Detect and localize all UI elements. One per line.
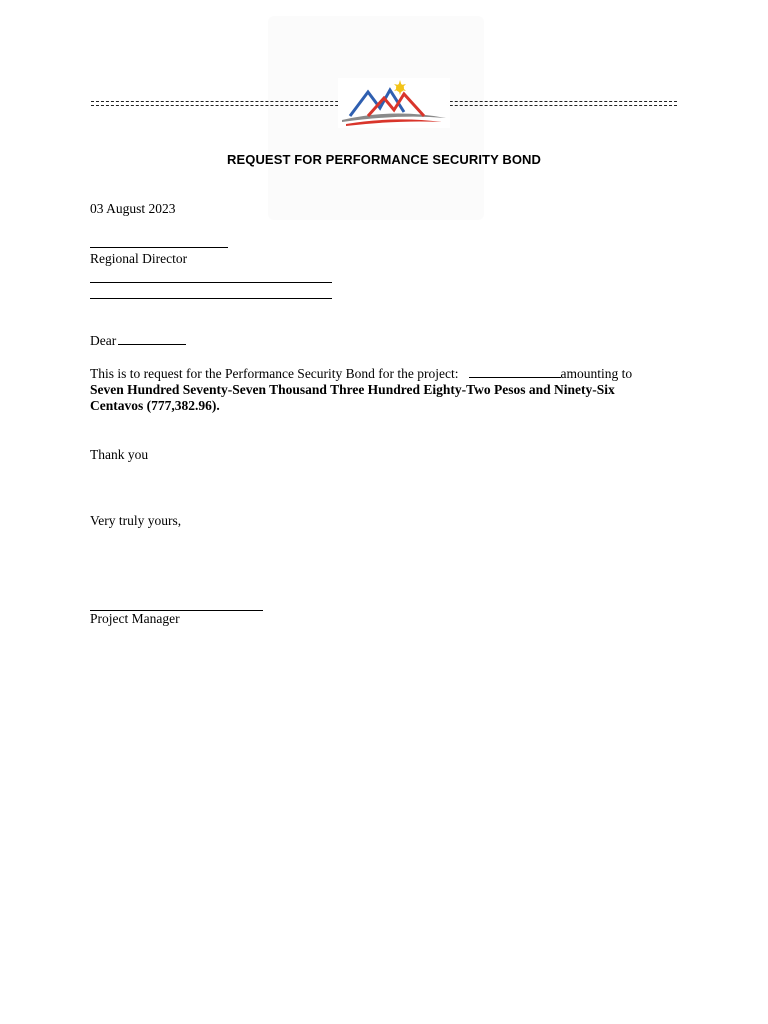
letter-date: 03 August 2023 — [90, 201, 176, 216]
body-line-1-suffix: amounting to — [560, 366, 633, 381]
recipient-name-blank — [90, 247, 228, 248]
body-amount-line-2: Centavos (777,382.96). — [90, 398, 220, 413]
body-line-1-prefix: This is to request for the Performance Security Bond for the project: — [90, 366, 459, 381]
company-logo — [338, 78, 450, 128]
body-line-1 — [90, 366, 632, 382]
salutation — [90, 333, 186, 349]
project-name-blank — [469, 366, 561, 378]
recipient-title: Regional Director — [90, 251, 188, 266]
letter-title-text: REQUEST FOR PERFORMANCE SECURITY BOND — [226, 152, 542, 167]
closing-line: Very truly yours, — [90, 513, 182, 528]
salutation-name-blank — [118, 333, 186, 345]
address-line-2-blank — [90, 298, 332, 299]
signatory-title: Project Manager — [90, 611, 180, 626]
body-amount-line-1: Seven Hundred Seventy-Seven Thousand Three Hundred Eighty-Two Pesos and Ninety-Six — [90, 382, 615, 397]
address-line-1-blank — [90, 282, 332, 283]
letter-title — [0, 152, 768, 167]
salutation-prefix: Dear — [90, 333, 117, 348]
thanks-line: Thank you — [90, 447, 149, 462]
